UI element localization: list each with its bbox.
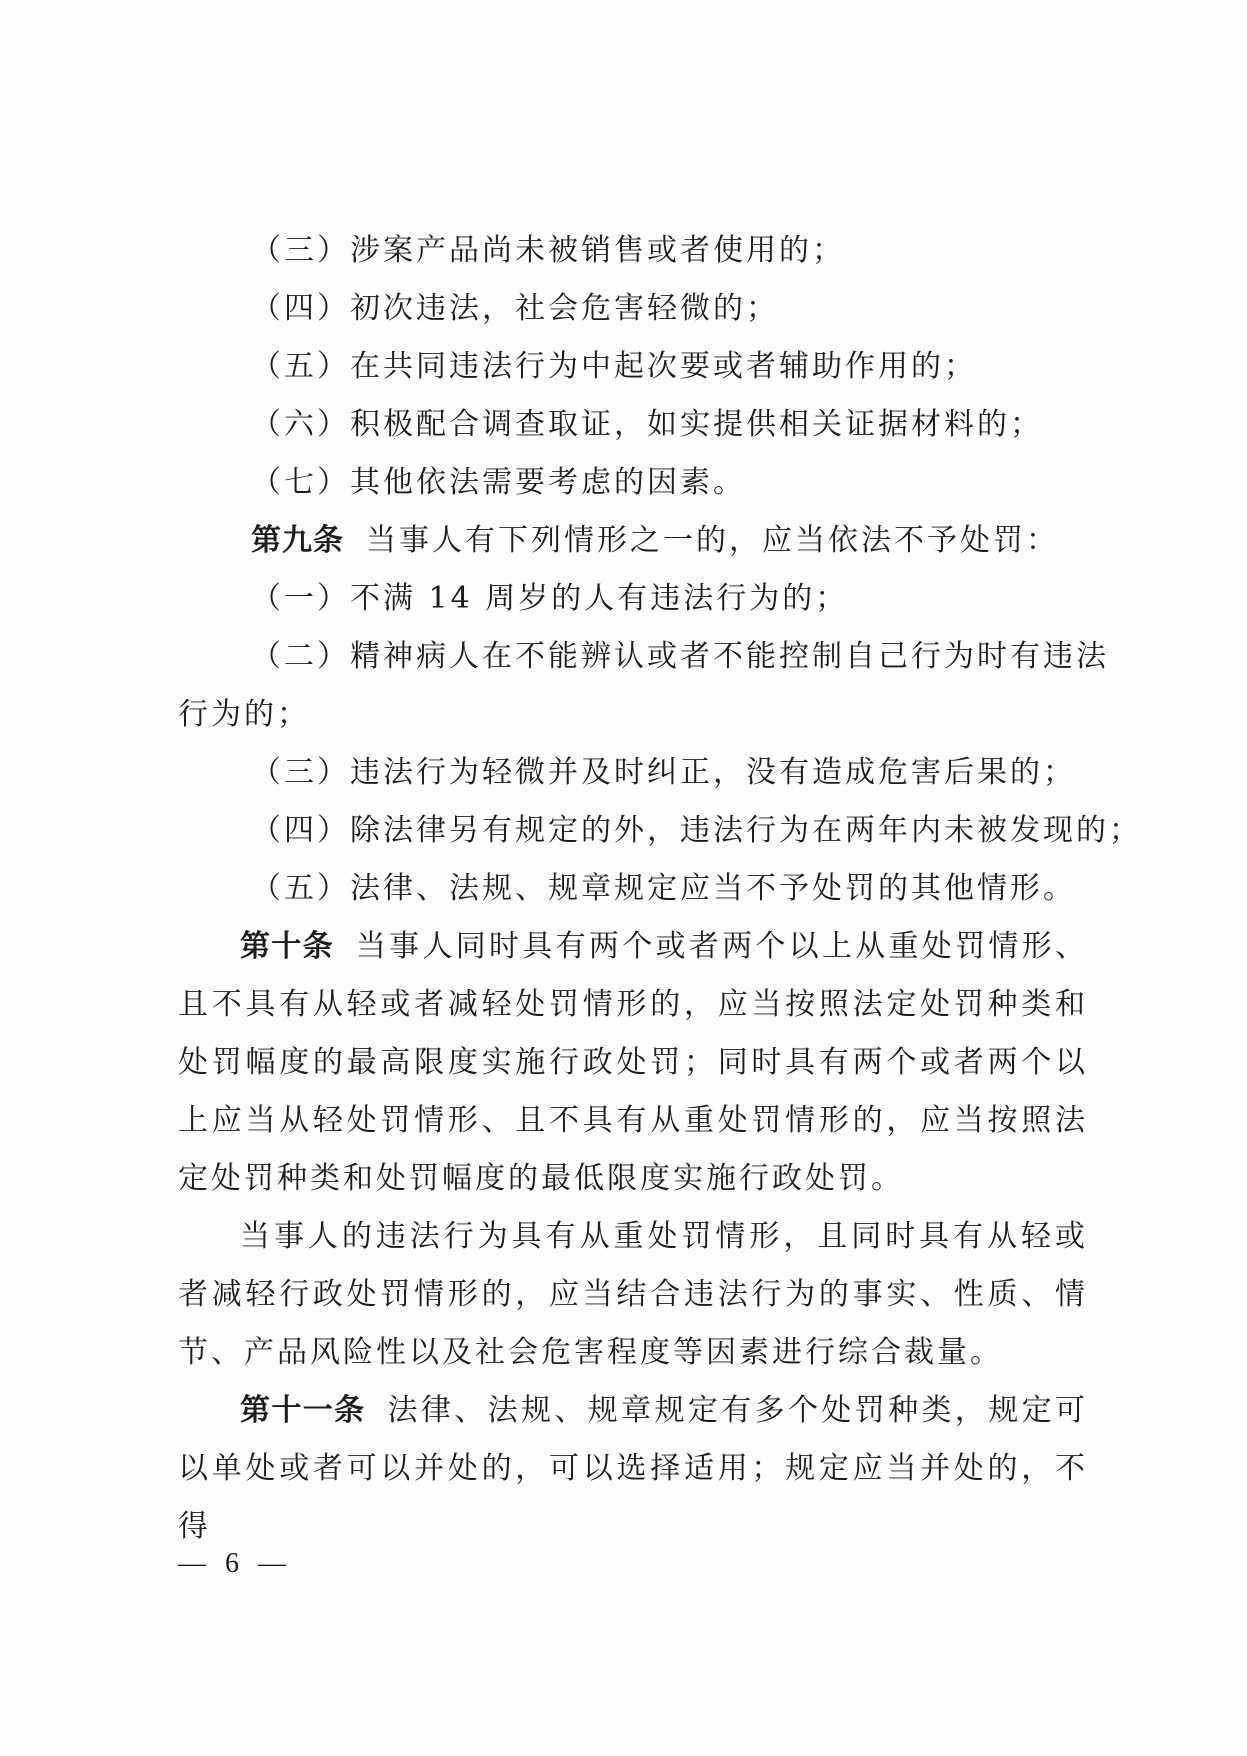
list-item: （三）涉案产品尚未被销售或者使用的； <box>251 233 845 268</box>
article-10-paragraph-2: 当事人的违法行为具有从重处罚情形，且同时具有从轻或者减轻行政处罚情形的，应当结合违法行为的事实、性质、情节、产品风险性以及社会危害程度等因素进行综合裁量。 <box>178 1219 1088 1370</box>
list-item: （四）除法律另有规定的外，违法行为在两年内未被发现的； <box>251 813 1142 848</box>
article-11-title: 第十一条 <box>240 1393 366 1428</box>
list-item: （一）不满 14 周岁的人有违法行为的； <box>251 581 849 616</box>
list-item: （五）法律、法规、规章规定应当不予处罚的其他情形。 <box>251 871 1076 906</box>
list-item: （三）违法行为轻微并及时纠正，没有造成危害后果的； <box>251 755 1076 790</box>
article-9-title: 第九条 <box>251 523 344 558</box>
page-number: — 6 — <box>178 1548 292 1579</box>
article-10-title: 第十条 <box>240 929 334 964</box>
document-body <box>178 222 1142 1556</box>
article-10 <box>178 918 1088 1208</box>
article-11-text: 法律、法规、规章规定有多个处罚种类，规定可以单处或者可以并处的，可以选择适用；规定应当并处的，不得 <box>178 1393 1088 1544</box>
article-9-text: 当事人有下列情形之一的，应当依法不予处罚： <box>366 523 1059 558</box>
list-item: （二）精神病人在不能辨认或者不能控制自己行为时有违法 <box>251 639 1109 674</box>
article-10-text: 当事人同时具有两个或者两个以上从重处罚情形、且不具有从轻或者减轻处罚情形的，应当按照法定处罚种类和处罚幅度的最高限度实施行政处罚；同时具有两个或者两个以上应当从轻处罚情形、且不具有从重处罚情形的，应当按照法定处罚种类和处罚幅度的最低限度实施行政处罚。 <box>178 929 1088 1196</box>
list-item: （五）在共同违法行为中起次要或者辅助作用的； <box>251 349 977 384</box>
article-11 <box>178 1382 1088 1556</box>
list-item: （六）积极配合调查取证，如实提供相关证据材料的； <box>251 407 1043 442</box>
list-item-continuation: 行为的； <box>178 697 310 732</box>
list-item: （七）其他依法需要考虑的因素。 <box>251 465 746 500</box>
article-9 <box>178 512 1088 570</box>
list-item: （四）初次违法，社会危害轻微的； <box>251 291 779 326</box>
